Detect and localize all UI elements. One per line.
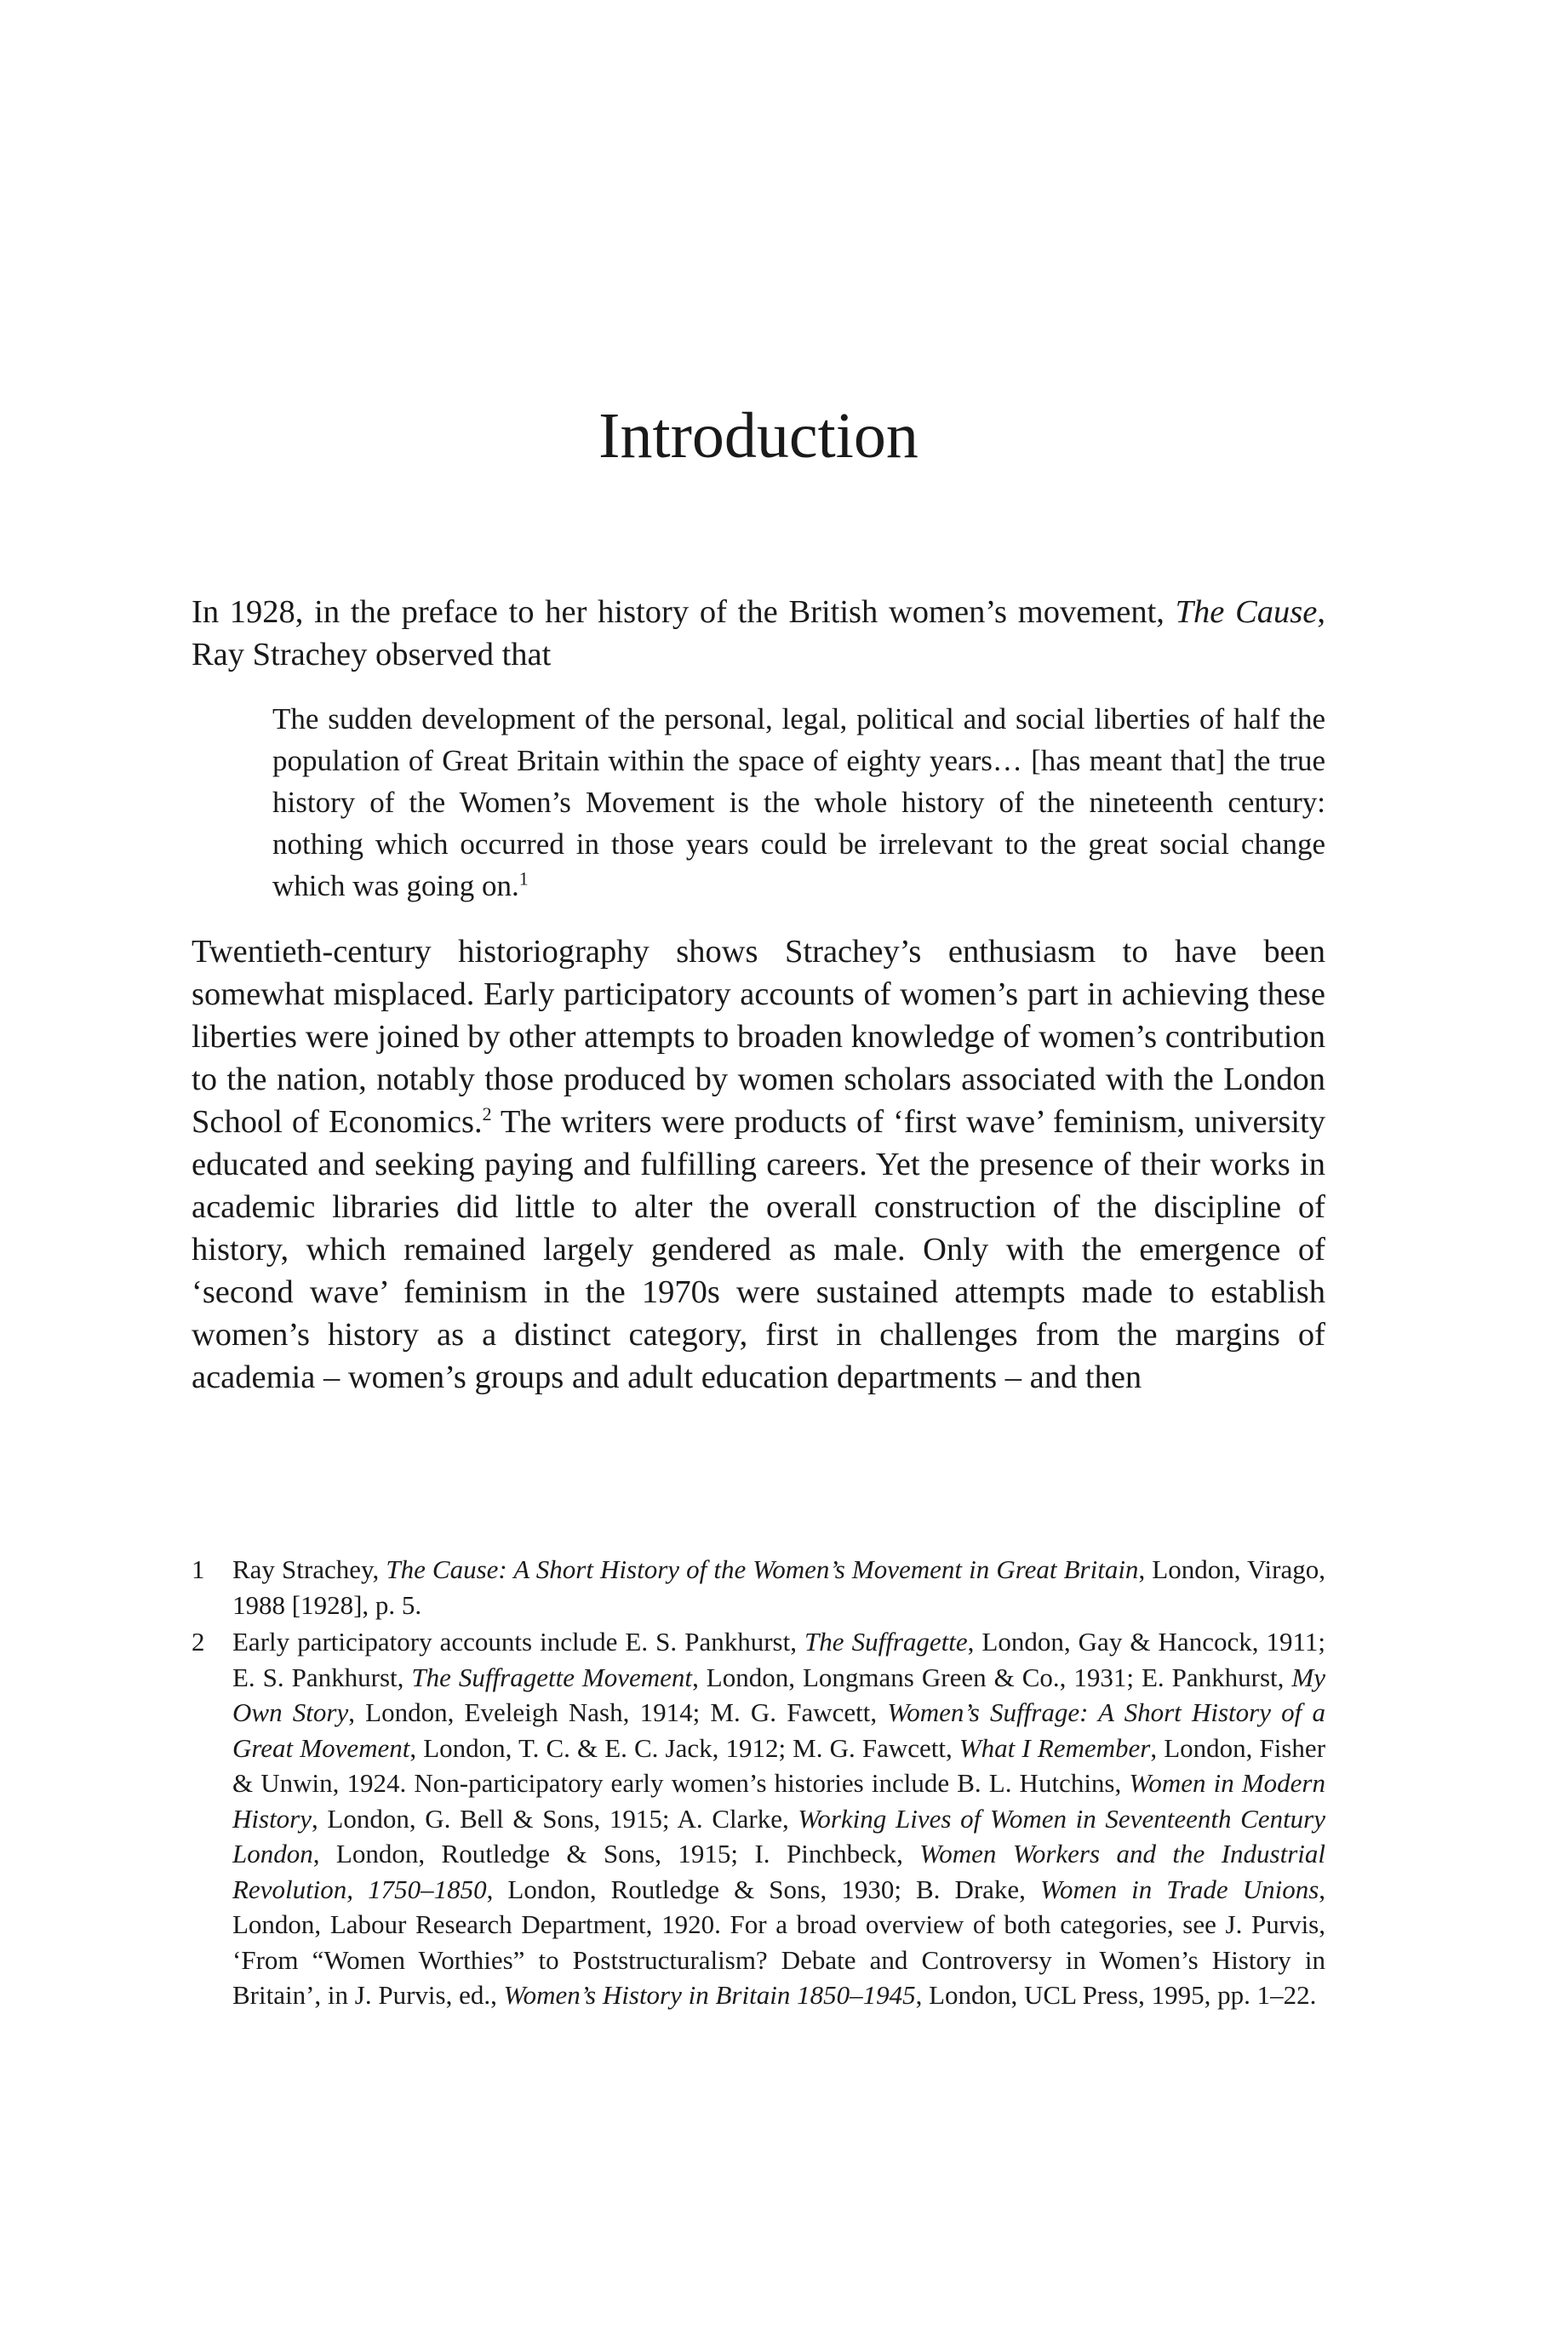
footnote-number: 1 (192, 1554, 205, 1584)
footnote-segment: , London, Labour Research Department, 1920. For a broad overview of both categories, see J. Purvis, ‘From “Women Worthies” to Poststructuralism? Debate and Controversy in Women’s History in Britain’, in J. Purvis, ed., (232, 1874, 1326, 2010)
document-page (192, 0, 1325, 2352)
footnote-segment-italic: Women in Modern History (232, 1768, 1325, 1834)
footnote-segment: Ray Strachey, (232, 1554, 386, 1584)
footnote-segment-italic: Women in Trade Unions (1039, 1874, 1319, 1904)
footnote-segment: , London, Virago, 1988 [1928], p. 5. (232, 1554, 1325, 1620)
block-quote (272, 698, 1325, 907)
quote-text: The sudden development of the personal, legal, political and social liberties of half the population of Great Britain within the space of eighty years… [has meant that] the true history of the Women’s Movement is the whole history of the nineteenth century: nothing which occurred in those years could be irrelevant to the great social change which was going on. (272, 702, 1325, 902)
footnote-segment: , London, Eveleigh Nash, 1914; M. G. Fawcett, (348, 1697, 888, 1727)
footnote-segment-italic: Women’s Suffrage: A Short History of a Great Movement (232, 1697, 1325, 1763)
footnote-segment-italic: The Cause: A Short History of the Women’s Movement in Great Britain (386, 1554, 1139, 1584)
main-text (192, 591, 1325, 1399)
footnote-segment-italic: Women’s History in Britain 1850–1945 (503, 1980, 916, 2010)
paragraph-1-text-after: , Ray Strachey observed that (192, 594, 1326, 672)
chapter-title: Introduction (598, 400, 918, 472)
footnote-segment-italic: The Suffragette Movement (411, 1662, 693, 1692)
footnote-ref-1: 1 (518, 867, 529, 890)
paragraph-2 (192, 930, 1325, 1399)
footnote-1 (192, 1552, 1325, 1622)
footnote-segment-italic: The Suffragette (804, 1627, 968, 1657)
paragraph-1-text-before: In 1928, in the preface to her history of the British women’s movement, (192, 594, 1176, 630)
footnote-segment: , London, T. C. & E. C. Jack, 1912; M. G. Fawcett, (409, 1732, 959, 1763)
footnote-segment: , London, Gay & Hancock, 1911; E. S. Pankhurst, (232, 1627, 1325, 1692)
footnote-segment-italic: What I Remember (959, 1732, 1151, 1763)
footnote-number: 2 (192, 1627, 205, 1657)
footnote-segment: , London, Longmans Green & Co., 1931; E. Pankhurst, (692, 1662, 1292, 1692)
footnote-segment-italic: Working Lives of Women in Seventeenth Century London (232, 1803, 1325, 1868)
paragraph-1 (192, 591, 1325, 676)
footnote-text (232, 1624, 1325, 2013)
paragraph-2-part-2: The writers were products of ‘first wave’ feminism, university educated and seeking paying and fulfilling careers. Yet the presence of their works in academic libraries did little to alter the overall construction of the discipline of history, which remained largely gendered as male. Only with the emergence of ‘second wave’ feminism in the 1970s were sustained attempts made to establish women’s history as a distinct category, first in challenges from the margins of academia – women’s groups and adult education departments – and then (192, 1104, 1325, 1395)
footnote-2 (192, 1624, 1325, 2013)
footnote-segment: , London, Routledge & Sons, 1930; B. Drake, (486, 1874, 1040, 1904)
footnote-segment-italic: Women Workers and the Industrial Revolution, 1750–1850 (232, 1839, 1325, 1904)
footnote-segment: , London, Fisher & Unwin, 1924. Non-participatory early women’s histories include B. L. Hutchins, (232, 1732, 1326, 1798)
footnote-ref-2: 2 (482, 1103, 492, 1125)
footnote-segment: , London, Routledge & Sons, 1915; I. Pinchbeck, (312, 1839, 920, 1868)
footnote-segment: , London, UCL Press, 1995, pp. 1–22. (915, 1980, 1317, 2010)
footnote-segment: , London, G. Bell & Sons, 1915; A. Clarke, (312, 1803, 798, 1834)
book-title-the-cause: The Cause (1175, 594, 1318, 630)
paragraph-2-part-1: Twentieth-century historiography shows Strachey’s enthusiasm to have been somewhat misplaced. Early participatory accounts of women’s part in achieving these liberties were joined by other attempts to broaden knowledge of women’s contribution to the nation, notably those produced by women scholars associated with the London School of Economics. (192, 934, 1325, 1140)
footnotes (192, 1552, 1325, 2015)
footnote-text (232, 1552, 1325, 1622)
footnote-segment-italic: My Own Story (232, 1662, 1325, 1727)
footnote-segment: Early participatory accounts include E. S. Pankhurst, (232, 1627, 805, 1657)
